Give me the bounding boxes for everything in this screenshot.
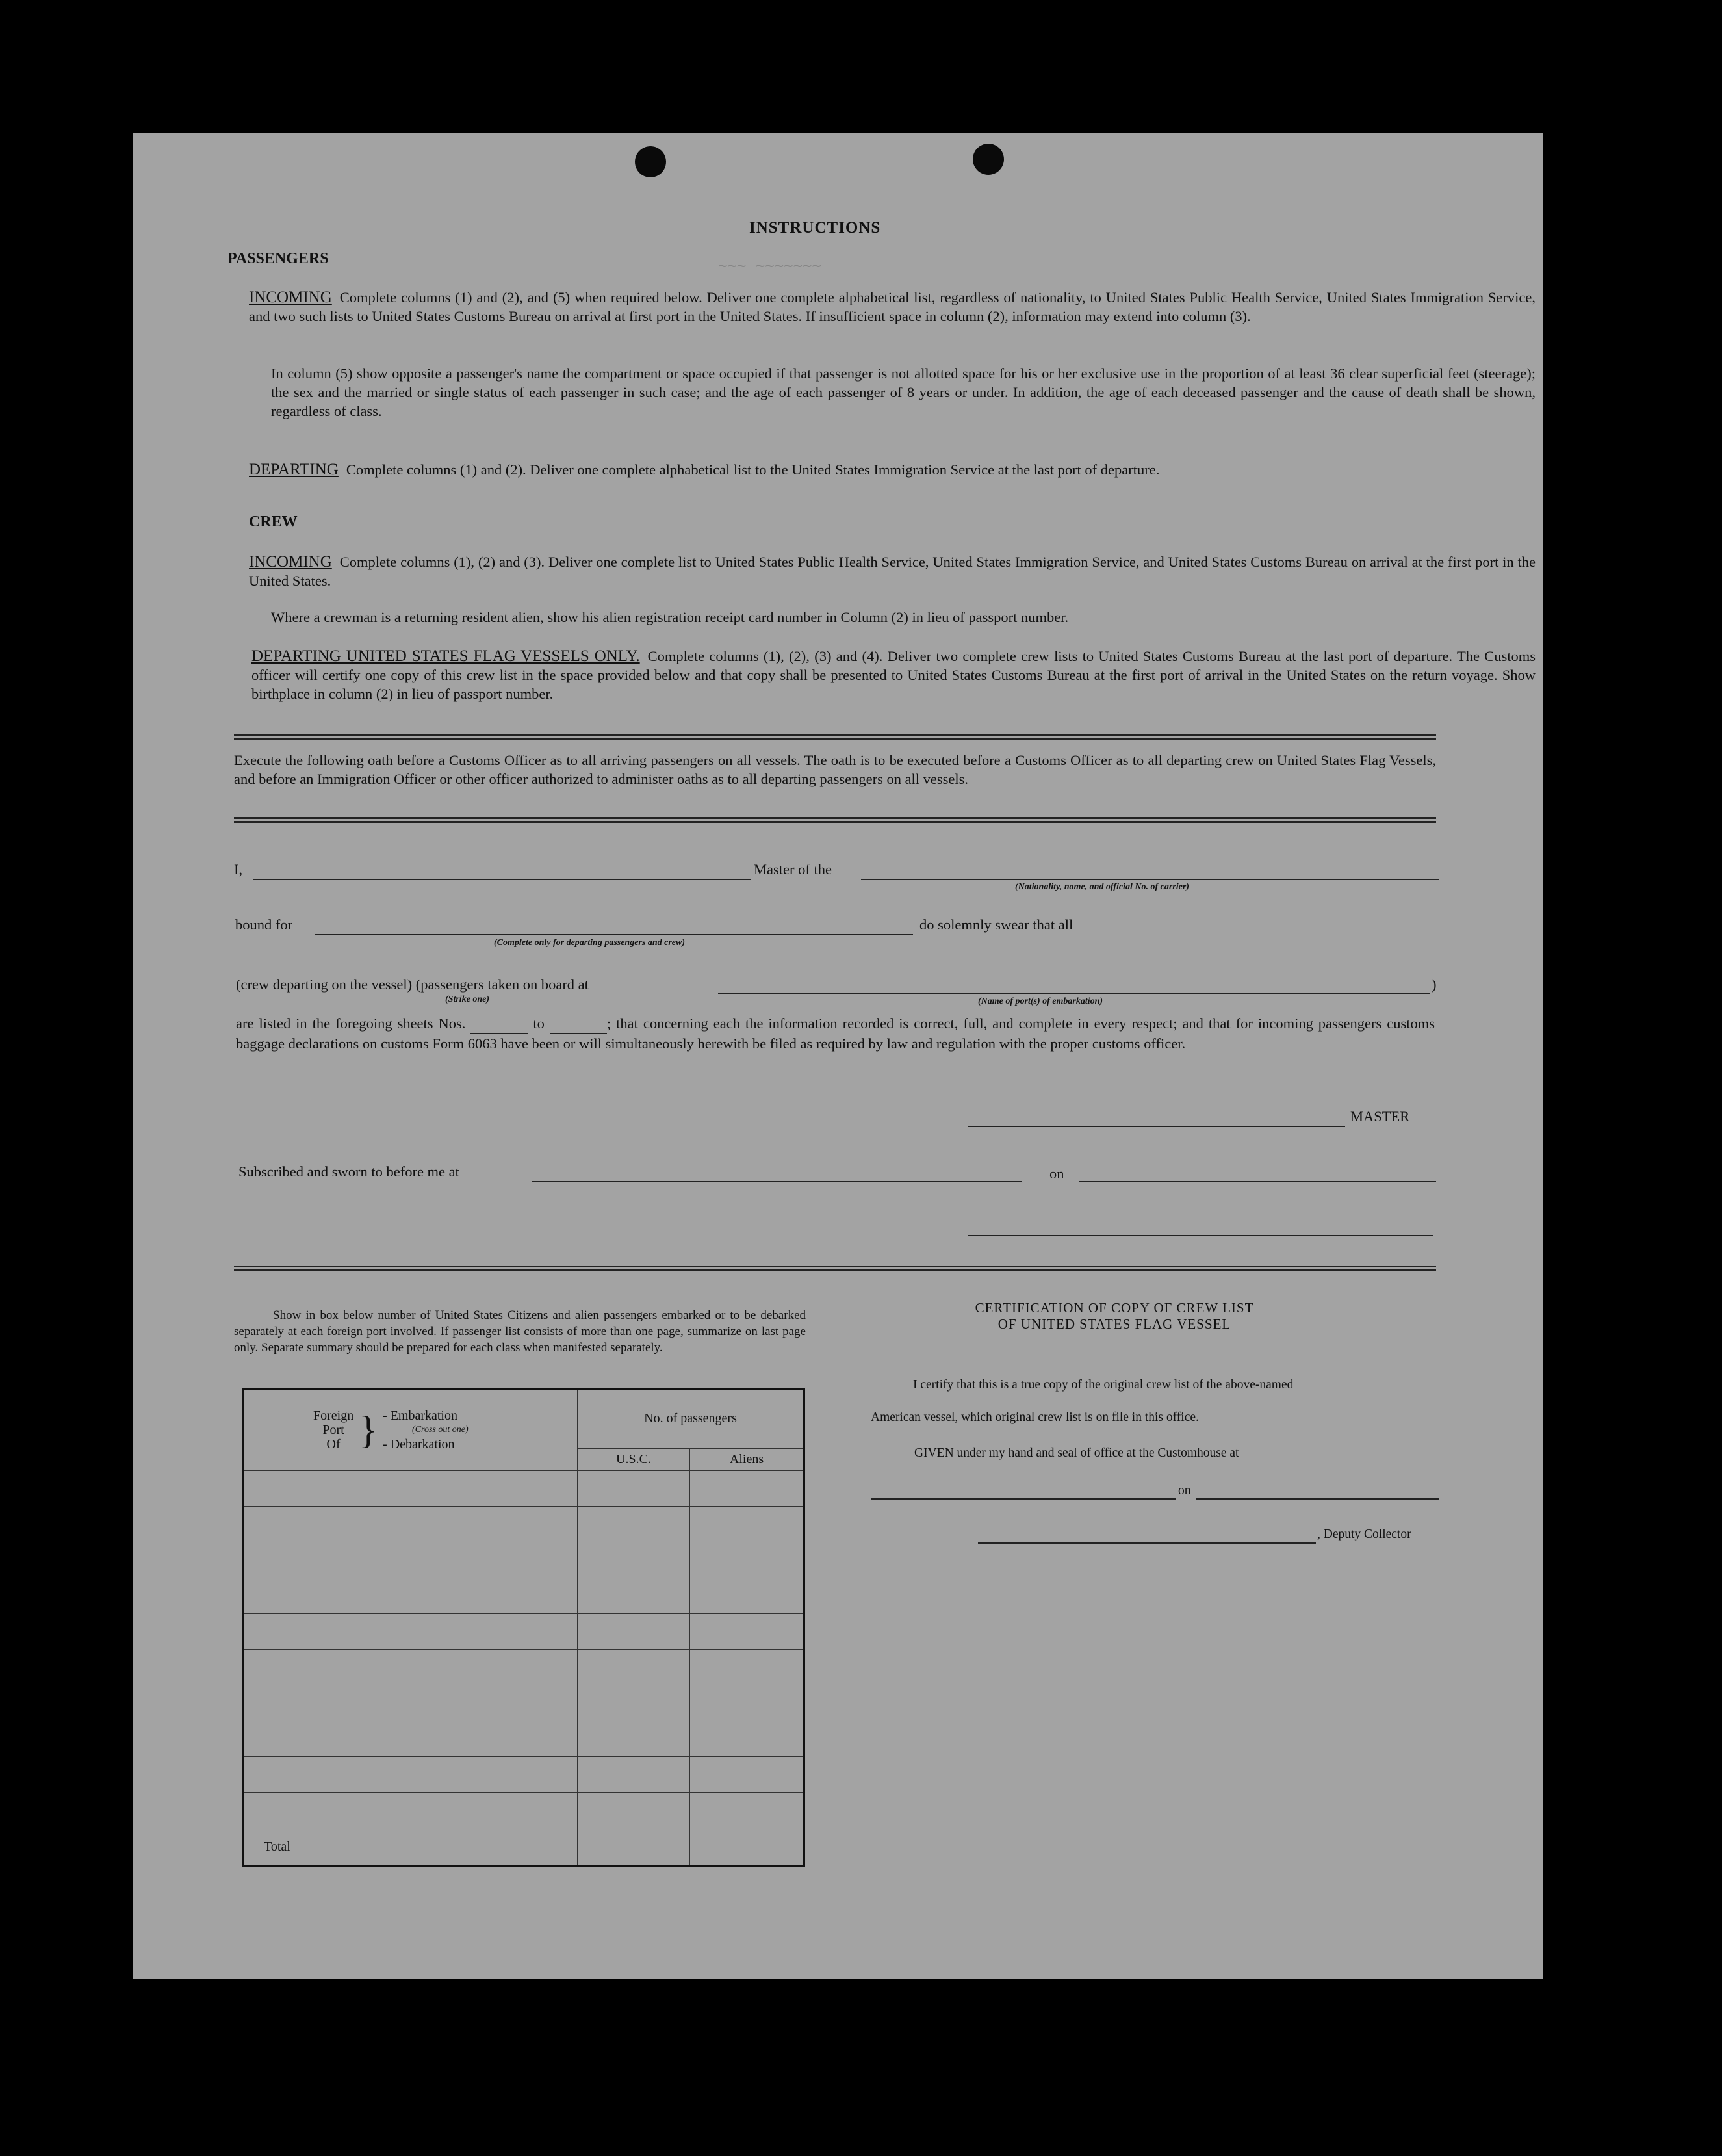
- embarkation-label: - Embarkation: [383, 1409, 457, 1423]
- passengers-departing: [249, 460, 1536, 479]
- total-usc-cell[interactable]: [578, 1828, 690, 1866]
- listed-text-b: ; that concerning each the information recorded is correct, full, and complete in every respect; and that for incoming passengers customs baggage declarations on customs Form 6063 have been or will simultaneously herewith be filed as required by law and regulation with the proper customs officer.: [236, 1015, 1435, 1052]
- nationality-note: (Nationality, name, and official No. of carrier): [1015, 882, 1189, 892]
- passenger-summary-table: [242, 1388, 805, 1867]
- table-row: [244, 1507, 804, 1542]
- aliens-cell[interactable]: [690, 1721, 804, 1757]
- sworn-date-line[interactable]: [1079, 1181, 1436, 1182]
- oath-divider: [234, 817, 1436, 823]
- certification-title-line1: CERTIFICATION OF COPY OF CREW LIST: [975, 1300, 1254, 1316]
- listed-text-a: are listed in the foregoing sheets Nos.: [236, 1015, 466, 1032]
- passengers-incoming-text: Complete columns (1) and (2), and (5) when required below. Deliver one complete alphabetical list, regardless of nationality, to United States Public Health Service, United States Immigration Service, and two such lists to United States Customs Bureau on arrival at first port in the United States. If insufficient space in column (2), information may extend into column (3).: [249, 289, 1536, 324]
- summary-divider: [234, 1266, 1436, 1271]
- passengers-departing-lead: DEPARTING: [249, 461, 339, 478]
- usc-cell[interactable]: [578, 1614, 690, 1650]
- strike-one-note: (Strike one): [445, 994, 490, 1004]
- aliens-cell[interactable]: [690, 1685, 804, 1721]
- page-title: INSTRUCTIONS: [749, 219, 881, 237]
- aliens-cell[interactable]: [690, 1578, 804, 1614]
- usc-cell[interactable]: [578, 1650, 690, 1685]
- table-row: [244, 1542, 804, 1578]
- port-cell[interactable]: [244, 1578, 578, 1614]
- oath-i: I,: [234, 861, 243, 877]
- debarkation-label: - Debarkation: [383, 1437, 455, 1452]
- bound-for-line[interactable]: [315, 934, 913, 935]
- port-cell[interactable]: [244, 1756, 578, 1792]
- port-cell[interactable]: [244, 1792, 578, 1828]
- ports-note: (Name of port(s) of embarkation): [978, 996, 1103, 1006]
- section-divider: [234, 734, 1436, 740]
- port-cell[interactable]: [244, 1721, 578, 1757]
- form-sheet: [133, 133, 1543, 1979]
- passengers-departing-text: Complete columns (1) and (2). Deliver one complete alphabetical list to the United States Immigration Service at the last port of departure.: [346, 461, 1160, 478]
- sworn-location-line[interactable]: [532, 1181, 1022, 1182]
- table-row: [244, 1614, 804, 1650]
- cert-date-line[interactable]: [1196, 1498, 1439, 1500]
- certify-text-a: I certify that this is a true copy of the original crew list of the above-named: [913, 1378, 1294, 1392]
- bound-for-label: bound for: [235, 916, 293, 933]
- usc-cell[interactable]: [578, 1685, 690, 1721]
- master-name-line[interactable]: [253, 879, 751, 880]
- usc-cell[interactable]: [578, 1578, 690, 1614]
- departing-note: (Complete only for departing passengers and crew): [494, 938, 685, 948]
- crew-departing-text: Complete columns (1), (2), (3) and (4). Deliver two complete crew lists to United States Customs Bureau at the last port of departure. The Customs officer will certify one copy of this crew list in the space provided below and that copy shall be presented to United States Customs Bureau at the first port of arrival in the United States on the return voyage. Show birthplace in column (2) in lieu of passport number.: [251, 648, 1536, 702]
- foreign-label: Foreign: [313, 1409, 354, 1423]
- port-cell[interactable]: [244, 1650, 578, 1685]
- passengers-incoming-lead: INCOMING: [249, 289, 332, 306]
- usc-cell[interactable]: [578, 1507, 690, 1542]
- usc-cell[interactable]: [578, 1542, 690, 1578]
- table-row: [244, 1685, 804, 1721]
- aliens-cell[interactable]: [690, 1507, 804, 1542]
- no-of-passengers-header: No. of passengers: [578, 1389, 804, 1449]
- table-row: [244, 1792, 804, 1828]
- crew-departing: [251, 647, 1536, 703]
- subscribed-label: Subscribed and sworn to before me at: [238, 1163, 459, 1180]
- usc-cell[interactable]: [578, 1756, 690, 1792]
- carrier-line[interactable]: [861, 879, 1439, 880]
- total-aliens-cell[interactable]: [690, 1828, 804, 1866]
- crew-incoming: [249, 552, 1536, 590]
- punch-hole-right: [973, 144, 1004, 175]
- cert-on-label: on: [1178, 1484, 1191, 1498]
- port-label: Port: [322, 1423, 344, 1438]
- foreign-port-header: [244, 1389, 578, 1471]
- swear-label: do solemnly swear that all: [919, 916, 1073, 933]
- crew-resident-alien: Where a crewman is a returning resident alien, show his alien registration receipt card number in Column (2) in lieu of passport number.: [271, 609, 1069, 625]
- aliens-cell[interactable]: [690, 1542, 804, 1578]
- customhouse-line[interactable]: [871, 1498, 1176, 1500]
- oath-intro: Execute the following oath before a Customs Officer as to all arriving passengers on all vessels. The oath is to be executed before a Customs Officer as to all departing crew on United States Flag Vessels, and before an Immigration Officer or other officer authorized to administer oaths as to all departing passengers on all vessels.: [234, 752, 1436, 787]
- embarkation-ports-line[interactable]: [718, 993, 1430, 994]
- listed-text-to: to: [533, 1015, 545, 1032]
- master-signature-line[interactable]: [968, 1126, 1345, 1127]
- aliens-cell[interactable]: [690, 1756, 804, 1792]
- port-cell[interactable]: [244, 1542, 578, 1578]
- of-label: Of: [326, 1437, 341, 1452]
- usc-cell[interactable]: [578, 1792, 690, 1828]
- punch-hole-left: [635, 146, 666, 177]
- port-cell[interactable]: [244, 1471, 578, 1507]
- aliens-cell[interactable]: [690, 1792, 804, 1828]
- port-cell[interactable]: [244, 1685, 578, 1721]
- sheet-to-line[interactable]: [550, 1014, 607, 1034]
- passengers-incoming: [249, 288, 1536, 326]
- column5-instructions: In column (5) show opposite a passenger's name the compartment or space occupied if that passenger is not allotted space for his or her exclusive use in the proportion of at least 36 clear superficial feet (steerage); the sex and the married or single status of each passenger in such case; and the age of each passenger of 8 years or under. In addition, the age of each deceased passenger and the cause of death shall be shown, regardless of class.: [271, 365, 1536, 419]
- port-cell[interactable]: [244, 1614, 578, 1650]
- port-cell[interactable]: [244, 1507, 578, 1542]
- certification-title-line2: OF UNITED STATES FLAG VESSEL: [997, 1316, 1231, 1332]
- crew-departing-label: (crew departing on the vessel) (passengers taken on board at: [236, 976, 589, 993]
- total-row: [244, 1828, 804, 1866]
- given-text: GIVEN under my hand and seal of office at the Customhouse at: [914, 1446, 1239, 1460]
- usc-cell[interactable]: [578, 1471, 690, 1507]
- certify-text-b: American vessel, which original crew list is on file in this office.: [871, 1410, 1199, 1424]
- table-row: [244, 1721, 804, 1757]
- officer-signature-line[interactable]: [968, 1235, 1433, 1236]
- certification-title: [913, 1300, 1316, 1332]
- usc-cell[interactable]: [578, 1721, 690, 1757]
- cross-out-note: (Cross out one): [412, 1425, 469, 1435]
- aliens-cell[interactable]: [690, 1471, 804, 1507]
- aliens-cell[interactable]: [690, 1650, 804, 1685]
- crew-heading: CREW: [249, 513, 298, 530]
- table-row: [244, 1650, 804, 1685]
- sheet-from-line[interactable]: [470, 1014, 528, 1034]
- master-of-label: Master of the: [754, 861, 832, 877]
- master-label: MASTER: [1350, 1108, 1410, 1124]
- crew-incoming-lead: INCOMING: [249, 553, 332, 571]
- crew-incoming-text: Complete columns (1), (2) and (3). Deliver one complete list to United States Public Health Service, United States Immigration Service, and United States Customs Bureau on arrival at the first port in the United States.: [249, 554, 1536, 589]
- total-label: Total: [244, 1828, 578, 1866]
- bleed-through-text: ~~~ ~~~~~~~: [718, 257, 821, 275]
- summary-intro: Show in box below number of United States Citizens and alien passengers embarked or to be debarked separately at each foreign port involved. If passenger list consists of more than one page, summarize on last page only. Separate summary should be prepared for each class when manifested separately.: [234, 1308, 806, 1355]
- aliens-header: Aliens: [690, 1448, 804, 1471]
- brace-icon: }: [359, 1409, 378, 1452]
- passengers-heading: PASSENGERS: [227, 250, 329, 267]
- aliens-cell[interactable]: [690, 1614, 804, 1650]
- crew-departing-lead: DEPARTING UNITED STATES FLAG VESSELS ONLY.: [251, 647, 640, 665]
- table-row: [244, 1578, 804, 1614]
- table-row: [244, 1471, 804, 1507]
- deputy-collector-label: , Deputy Collector: [1317, 1527, 1411, 1541]
- listed-statement: [236, 1014, 1435, 1053]
- sworn-on-label: on: [1049, 1165, 1064, 1182]
- close-paren: ): [1432, 976, 1437, 993]
- usc-header: U.S.C.: [578, 1448, 690, 1471]
- deputy-signature-line[interactable]: [978, 1542, 1316, 1544]
- table-row: [244, 1756, 804, 1792]
